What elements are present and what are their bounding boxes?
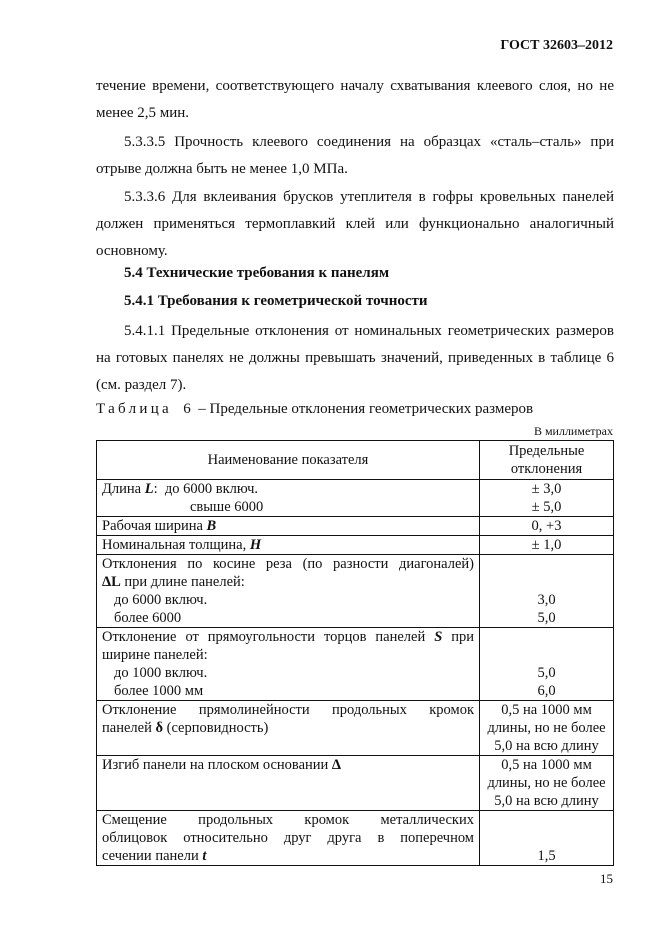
rect-value-a: 5,0 xyxy=(537,665,556,681)
bend-label: Изгиб панели на плоском основании xyxy=(102,757,329,773)
table-header-row xyxy=(97,441,614,480)
section-heading-5-4-1: 5.4.1 Требования к геометрической точности xyxy=(124,293,428,309)
rect-line1-tail: при xyxy=(451,629,474,645)
cut-line2: при длине панелей: xyxy=(124,574,245,590)
row-straightness-name xyxy=(97,701,480,756)
table-caption xyxy=(96,401,533,418)
row-shift-name xyxy=(97,811,480,866)
cut-range-a: до 6000 включ. xyxy=(114,592,208,608)
tolerance-line2: длины, но не более xyxy=(487,720,606,736)
row-straightness-value xyxy=(480,701,614,756)
thickness-symbol: H xyxy=(249,537,262,553)
row-rectangularity-values xyxy=(480,628,614,701)
row-shift-value: 1,5 xyxy=(480,811,614,866)
row-bend-name xyxy=(97,756,480,811)
length-symbol: L xyxy=(144,481,154,497)
cut-line1: Отклонения по косине реза (по разности диагоналей) xyxy=(102,556,474,572)
paragraph-5-3-3-5: 5.3.3.5 Прочность клеевого соединения на образцах «сталь–сталь» при отрыве должна быть не менее 1,0 МПа. xyxy=(96,134,614,177)
row-rectangularity-name xyxy=(97,628,480,701)
table-row xyxy=(97,628,614,701)
rect-value-b: 6,0 xyxy=(537,683,556,699)
cut-value-b: 5,0 xyxy=(537,610,556,626)
straight-line1: Отклонение прямолинейности продольных кромок xyxy=(102,702,474,718)
straight-line2-tail: (серповидность) xyxy=(166,720,269,736)
table-caption-word: Таблица xyxy=(96,401,173,417)
shift-line2: облицовок относительно друг друга в поперечном xyxy=(102,830,474,846)
tolerance-line3: 5,0 на всю длину xyxy=(494,793,599,809)
table-row xyxy=(97,701,614,756)
straight-symbol: δ xyxy=(155,720,163,736)
length-label: Длина xyxy=(102,481,142,497)
cut-range-b: более 6000 xyxy=(114,610,182,626)
row-cut-values xyxy=(480,555,614,628)
rect-line1 xyxy=(102,628,474,646)
column-header-tolerance-line1: Предельные xyxy=(508,443,585,459)
shift-line1: Смещение продольных кромок металлических xyxy=(102,812,474,828)
length-value-a: ± 3,0 xyxy=(531,481,562,497)
table-row xyxy=(97,811,614,866)
rect-symbol: S xyxy=(434,629,443,645)
width-label: Рабочая ширина xyxy=(102,518,203,534)
table-row xyxy=(97,756,614,811)
shift-symbol: t xyxy=(202,848,207,864)
row-length-name: Длина L: до 6000 включ. свыше 6000 xyxy=(97,480,480,517)
row-width-value: 0, +3 xyxy=(480,517,614,536)
page-number: 15 xyxy=(600,871,613,886)
row-thickness-name xyxy=(97,536,480,555)
table-row xyxy=(97,536,614,555)
tolerance-line1: 0,5 на 1000 мм xyxy=(501,757,592,773)
shift-line3: сечении панели xyxy=(102,848,199,864)
length-range-a: до 6000 включ. xyxy=(164,481,259,497)
rect-range-b: более 1000 мм xyxy=(114,683,204,699)
table-row xyxy=(97,555,614,628)
thickness-label: Номинальная толщина, xyxy=(102,537,247,553)
width-symbol: B xyxy=(206,518,217,534)
tolerance-line2: длины, но не более xyxy=(487,775,606,791)
column-header-tolerance-line2: отклонения xyxy=(510,461,583,477)
column-header-name: Наименование показателя xyxy=(97,441,480,480)
row-bend-value xyxy=(480,756,614,811)
rect-range-a: до 1000 включ. xyxy=(114,665,208,681)
tolerance-line3: 5,0 на всю длину xyxy=(494,738,599,754)
paragraph-5-3-3-6: 5.3.3.6 Для вклеивания брусков утеплителя в гофры кровельных панелей должен применяться термоплавкий клей или функционально аналогичный основному. xyxy=(96,189,614,259)
rect-line1-text: Отклонение от прямоугольности торцов панелей xyxy=(102,629,426,645)
table-caption-number: 6 xyxy=(183,401,191,417)
table-units: В миллиметрах xyxy=(533,424,613,438)
rect-line2: ширине панелей: xyxy=(102,647,208,663)
tolerance-line1: 0,5 на 1000 мм xyxy=(501,702,592,718)
row-length-values xyxy=(480,480,614,517)
cut-symbol: ΔL xyxy=(102,574,121,590)
row-width-name xyxy=(97,517,480,536)
section-heading-5-4: 5.4 Технические требования к панелям xyxy=(124,265,390,281)
table-row xyxy=(97,517,614,536)
row-cut-name xyxy=(97,555,480,628)
tolerance-table xyxy=(96,440,614,866)
table-row xyxy=(97,480,614,517)
row-thickness-value: ± 1,0 xyxy=(480,536,614,555)
cut-value-a: 3,0 xyxy=(537,592,556,608)
table-caption-text: – Предельные отклонения геометрических размеров xyxy=(198,401,534,417)
paragraph-5-4-1-1: 5.4.1.1 Предельные отклонения от номинальных геометрических размеров на готовых панелях не должны превышать значений, приведенных в таблице 6 (см. раздел 7). xyxy=(96,323,614,393)
paragraph-continuation: течение времени, соответствующего началу схватывания клеевого слоя, но не менее 2,5 мин. xyxy=(96,78,614,121)
length-value-b: ± 5,0 xyxy=(531,499,562,515)
length-range-b: свыше 6000 xyxy=(190,499,264,515)
document-header: ГОСТ 32603–2012 xyxy=(500,38,613,53)
bend-symbol: Δ xyxy=(331,757,342,773)
straight-line2: панелей xyxy=(102,720,152,736)
column-header-tolerance xyxy=(480,441,614,480)
